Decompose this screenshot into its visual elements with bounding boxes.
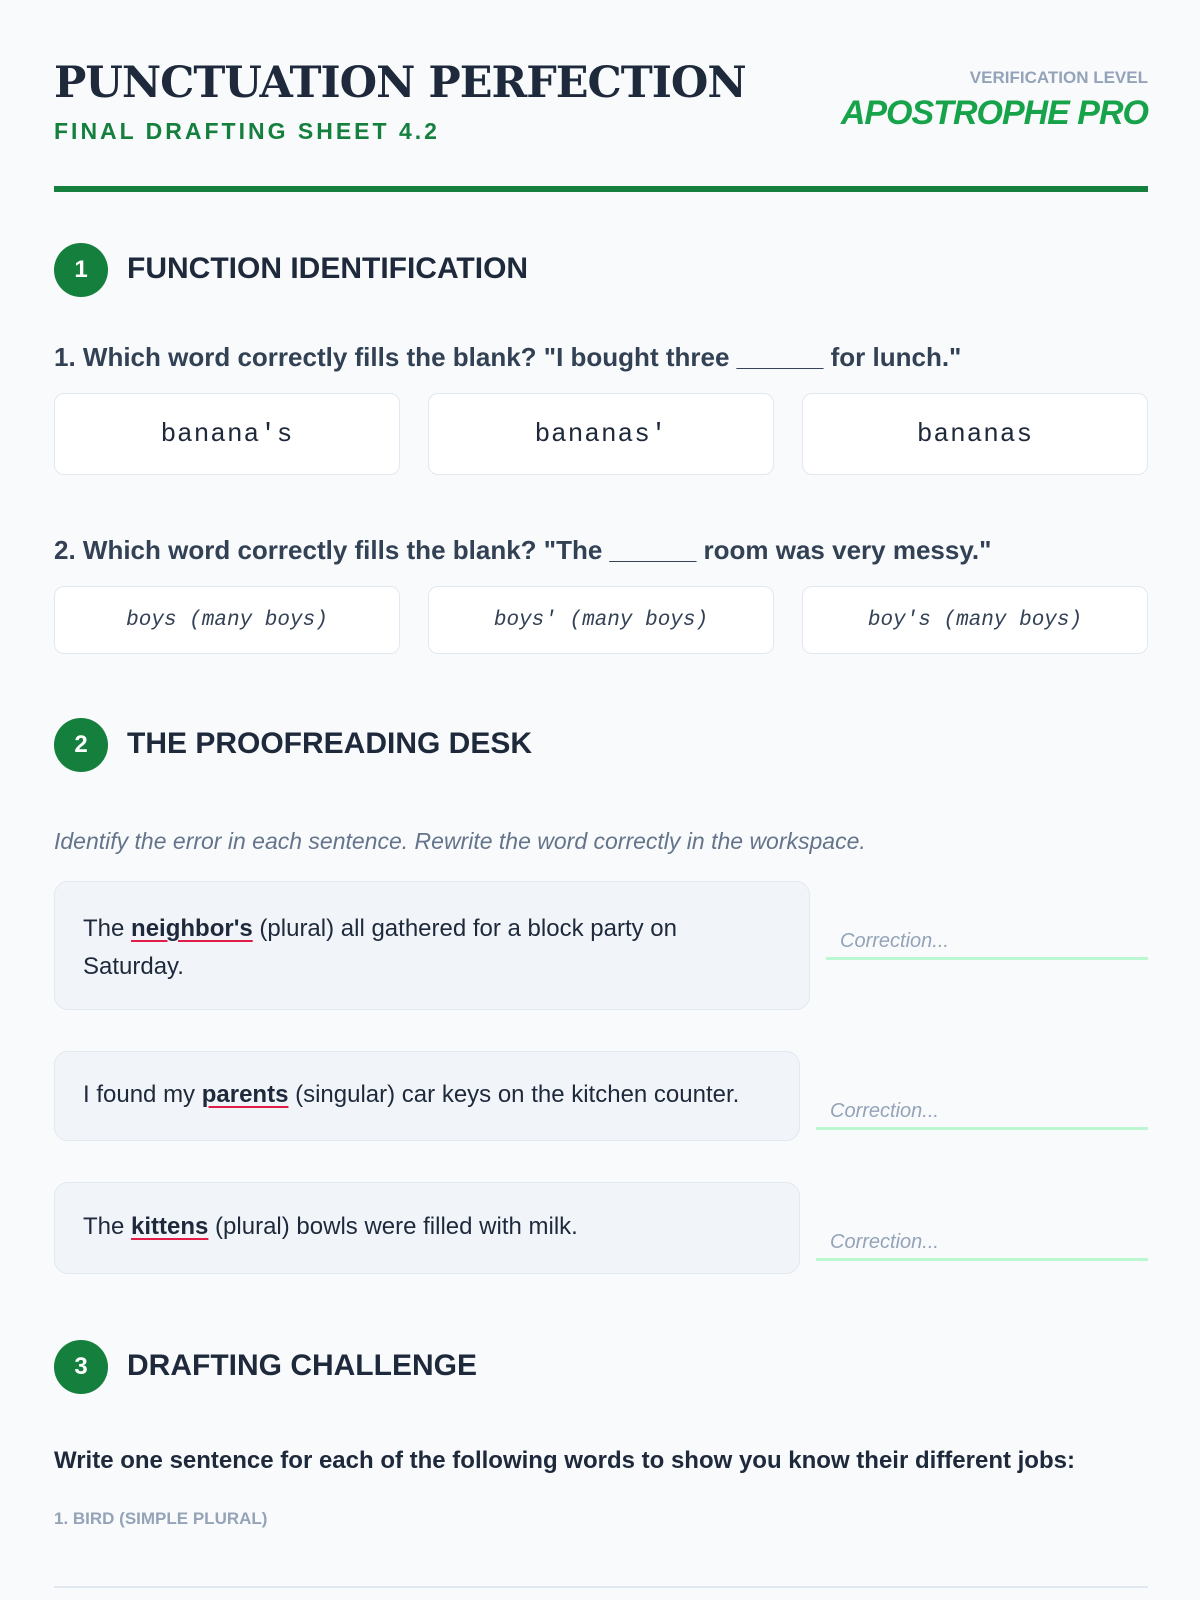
proofread-sentence-1 [54,881,810,1010]
section-number-badge: 2 [54,718,108,772]
header-divider [54,186,1148,192]
sentence-text: (plural) all gathered for a block party on Saturday. [83,915,677,980]
sentence-text: I found my [83,1081,202,1108]
question-1-option-b[interactable]: bananas' [428,393,774,475]
question-1-text: 1. Which word correctly fills the blank? "I bought three ______ for lunch." [54,342,962,372]
question-1-option-a[interactable]: banana's [54,393,400,475]
question-2-text: 2. Which word correctly fills the blank? "The ______ room was very messy." [54,535,992,565]
worksheet-title: PUNCTUATION PERFECTION [54,58,746,108]
verification-level-label: VERIFICATION LEVEL [969,68,1148,87]
sentence-text: (singular) car keys on the kitchen counter. [288,1081,740,1108]
correction-input-2[interactable] [816,1100,1148,1130]
section-title: DRAFTING CHALLENGE [127,1349,477,1382]
proofread-sentence-3 [54,1182,800,1274]
sentence-text: The [83,1213,132,1240]
drafting-challenge-prompt: Write one sentence for each of the following words to show you know their different jobs: [54,1447,1075,1474]
section-1-heading [54,243,1148,297]
section-number-badge: 1 [54,243,108,297]
section-title: THE PROOFREADING DESK [127,727,533,760]
proofread-sentence-2 [54,1051,800,1141]
question-2-option-a[interactable]: boys (many boys) [54,586,400,654]
worksheet-header [54,58,1148,190]
verification-level-value: APOSTROPHE PRO [840,94,1148,132]
section-3-heading [54,1340,1148,1394]
challenge-word-label: 1. BIRD (SIMPLE PLURAL) [54,1509,268,1528]
question-2-option-b[interactable]: boys' (many boys) [428,586,774,654]
worksheet-page [54,0,1148,1600]
section-number-badge: 3 [54,1340,108,1394]
section-title: FUNCTION IDENTIFICATION [127,252,529,285]
correction-input-1[interactable] [826,930,1148,960]
sentence-text: The [83,915,132,942]
sentence-text: (plural) bowls were filled with milk. [208,1213,578,1240]
error-word: parents [201,1081,289,1108]
question-1-option-c[interactable]: bananas [802,393,1148,475]
error-word: kittens [131,1213,209,1240]
question-2-option-c[interactable]: boy's (many boys) [802,586,1148,654]
section-2-heading [54,718,1148,772]
writing-line[interactable] [54,1586,1148,1588]
correction-input-3[interactable] [816,1231,1148,1261]
proofreading-instructions: Identify the error in each sentence. Rewrite the word correctly in the workspace. [54,828,866,854]
error-word: neighbor's [131,915,253,942]
worksheet-subtitle: FINAL DRAFTING SHEET 4.2 [54,118,440,144]
